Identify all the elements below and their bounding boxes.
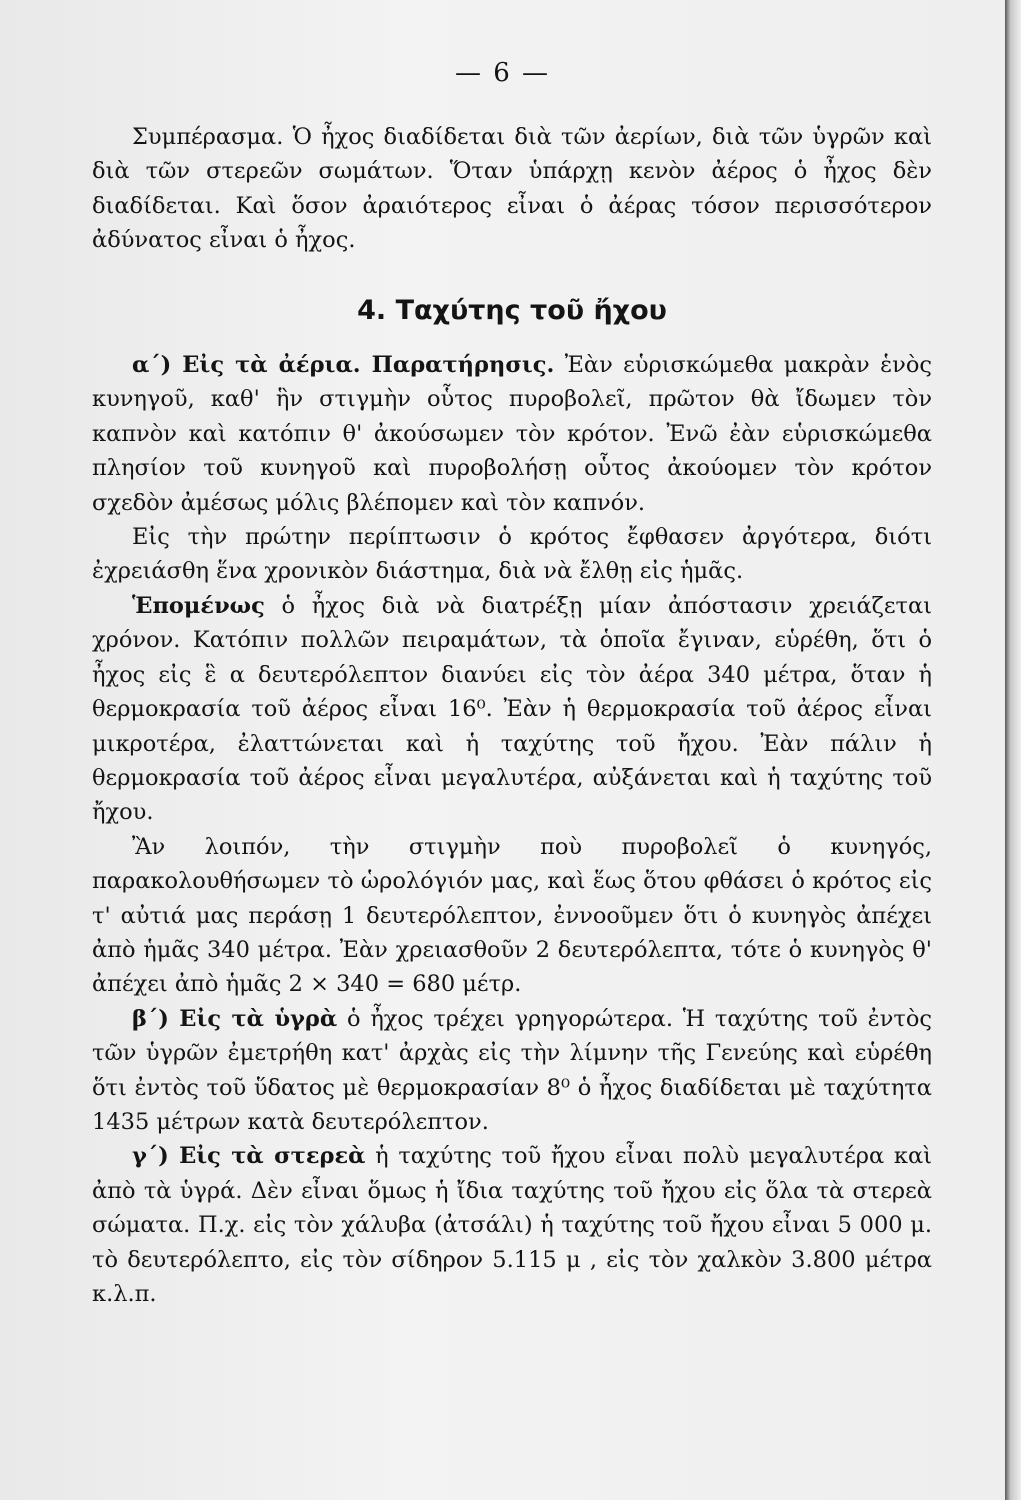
section-heading: 4. Ταχύτης τοῦ ἤχου bbox=[357, 294, 667, 326]
conclusion-lead: Συμπέρασμα. bbox=[132, 124, 284, 150]
page-number: — 6 — bbox=[454, 58, 551, 88]
consequently-text-2: Ἐὰν ἡ θερμοκρασία τοῦ ἀέρος εἶναι μικροτέρα, ἐλαττώνεται καὶ ἡ ταχύτης τοῦ ἤχου. Ἐὰν πάλιν ἡ θερμοκρασία τοῦ ἀέρος εἶναι μεγαλυτέρα, αὐξάνεται καὶ ἡ ταχύτης τοῦ ἤχου. bbox=[92, 696, 932, 826]
consequently-text-1: ὁ ἦχος διὰ νὰ διατρέξῃ μίαν ἀπόστασιν χρειάζεται χρόνον. Κατόπιν πολλῶν πειραμάτων, τὰ ὁποῖα ἔγιναν, εὑρέθη, ὅτι ὁ ἦχος εἰς ἓ α δευτερόλεπτον διανύει εἰς τὸν ἀέρα 340 μέτρα, ὅταν ἡ θερμοκρασία τοῦ ἀέρος εἶναι bbox=[92, 592, 932, 723]
conclusion-text: Ὁ ἦχος διαδίδεται διὰ τῶν ἀερίων, διὰ τῶν ὑγρῶν καὶ διὰ τῶν στερεῶν σωμάτων. Ὅταν ὑπάρχῃ κενὸν ἀέρος ὁ ἦχος δὲν διαδίδεται. Καὶ ὅσον ἀραιότερος εἶναι ὁ ἀέρας τόσον περισσότερον ἀδύνατος εἶναι ὁ ἦχος. bbox=[92, 124, 932, 254]
hunter-example-paragraph: Ἂν λοιπόν, τὴν στιγμὴν ποὺ πυροβολεῖ ὁ κυνηγός, παρακολουθήσωμεν τὸ ὡρολόγιόν μας, καὶ ἕως ὅτου φθάσει ὁ κρότος εἰς τ' αὐτιά μας περάσῃ 1 δευτερόλεπτον, ἐννοοῦμεν ὅτι ὁ κυνηγὸς ἀπέχει ἀπὸ ἡμᾶς 340 μέτρα. Ἐὰν χρειασθοῦν 2 δευτερόλεπτα, τότε ὁ κυνηγὸς θ' ἀπέχει ἀπὸ ἡμᾶς 2 × 340 = 680 μέτρ. bbox=[92, 833, 932, 998]
solids-paragraph bbox=[92, 1139, 932, 1311]
solids-lead: γ΄) Εἰς τὰ στερεὰ bbox=[132, 1143, 366, 1170]
gases-text-1: Ἐὰν εὑρισκώμεθα μακρὰν ἑνὸς κυνηγοῦ, καθ' ἣν στιγμὴν οὗτος πυροβολεῖ, πρῶτον θὰ ἴδωμεν τὸν καπνὸν καὶ κατόπιν θ' ἀκούσωμεν τὸν κρότον. bbox=[92, 352, 932, 447]
page-edge bbox=[1005, 0, 1021, 1500]
consequently-lead: Ἑπομένως bbox=[132, 592, 265, 619]
consequently-paragraph bbox=[92, 589, 932, 830]
gases-lead: α΄) Εἰς τὰ ἀέρια. Παρατήρησις. bbox=[132, 352, 555, 379]
liquids-text: ὁ ἦχος τρέχει γρηγορώτερα. Ἡ ταχύτης τοῦ ἐντὸς τῶν ὑγρῶν ἐμετρήθη κατ' ἀρχὰς εἰς τὴν λίμνην τῆς Γενεύης καὶ εὑρέθη ὅτι ἐντὸς τοῦ ὕδατος μὲ θερμοκρασίαν 8⁰ ὁ ἦχος διαδίδεται μὲ ταχύτητα 1435 μέτρων κατὰ δευτερόλεπτον. bbox=[92, 1005, 932, 1135]
first-case-paragraph: Εἰς τὴν πρώτην περίπτωσιν ὁ κρότος ἔφθασεν ἀργότερα, διότι ἐχρειάσθη ἕνα χρονικὸν διάστημα, διὰ νὰ ἔλθῃ εἰς ἡμᾶς. bbox=[92, 524, 932, 585]
page-body bbox=[92, 120, 932, 1311]
gases-paragraph bbox=[92, 348, 932, 520]
temperature-value: 16⁰. bbox=[447, 696, 493, 723]
conclusion-paragraph bbox=[92, 120, 932, 258]
gases-text-2: Ἐνῶ ἐὰν εὑρισκώμεθα πλησίον τοῦ κυνηγοῦ καὶ πυροβολήσῃ οὗτος ἀκούομεν τὸν κρότον σχεδὸν ἀμέσως μόλις βλέπομεν καὶ τὸν καπνόν. bbox=[92, 420, 933, 516]
liquids-paragraph bbox=[92, 1002, 932, 1140]
solids-text: ἡ ταχύτης τοῦ ἤχου εἶναι πολὺ μεγαλυτέρα καὶ ἀπὸ τὰ ὑγρά. Δὲν εἶναι ὅμως ἡ ἴδια ταχύτης τοῦ ἤχου εἰς ὅλα τὰ στερεὰ σώματα. Π.χ. εἰς τὸν χάλυβα (ἀτσάλι) ἡ ταχύτης τοῦ ἤχου εἶναι 5 000 μ. τὸ δευτερόλεπτο, εἰς τὸν σίδηρον 5.115 μ , εἰς τὸν χαλκὸν 3.800 μέτρα κ.λ.π. bbox=[92, 1143, 932, 1307]
liquids-lead: β΄) Εἰς τὰ ὑγρὰ bbox=[132, 1005, 338, 1032]
